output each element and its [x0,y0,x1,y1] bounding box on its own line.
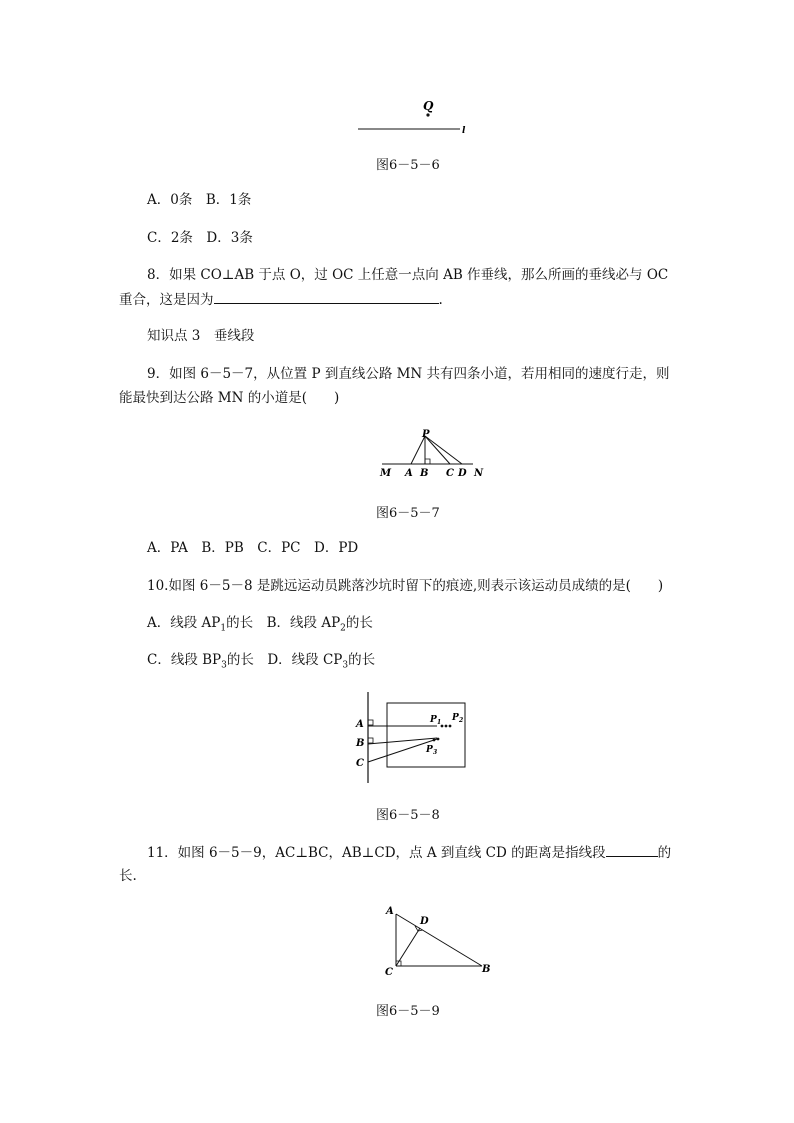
label-b: B [420,468,429,479]
label-p2-sub: 2 [459,717,464,724]
q10-option-d: D．线段 CP [267,652,343,668]
figure-6-5-7 [378,428,498,487]
label-a: A [386,906,394,917]
section-heading-3: 知识点 3 垂线段 [147,328,255,344]
q10-option-c-end: 的长 [226,652,254,668]
label-p: P [422,429,430,440]
figure-caption-6-5-8: 图6－5－8 [376,808,440,823]
figure-caption-6-5-7: 图6－5－7 [376,506,440,521]
figure-caption-6-5-9: 图6－5－9 [376,1004,440,1019]
q9-line1: 9．如图 6－5－7，从位置 P 到直线公路 MN 共有四条小道，若用相同的速度行走，则 [147,366,670,382]
q10-option-a-end: 的长 [226,615,254,631]
q7-options-row2: C．2条 D．3条 [147,230,253,246]
q11-line1-end: 的 [657,845,672,861]
label-p3-sub: 3 [433,749,438,756]
label-p1: P [430,715,437,725]
q10-option-b: B．线段 AP [266,615,341,631]
q10-option-a: A．线段 AP [147,615,221,631]
figure-caption-6-5-6: 图6－5－6 [376,158,440,173]
label-d: D [420,916,429,927]
q10-line1: 10.如图 6－5－8 是跳远运动员跳落沙坑时留下的痕迹,则表示该运动员成绩的是( ) [147,578,664,594]
q11-line2: 长. [119,868,137,884]
label-p3: P [426,745,433,755]
label-m: M [380,468,392,479]
q11-answer-blank[interactable] [606,843,658,857]
q10-option-b-sub: 2 [340,623,346,634]
label-d: D [458,468,467,479]
q10-option-c: C．线段 BP [147,652,222,668]
q8-line1: 8．如果 CO⊥AB 于点 O，过 OC 上任意一点向 AB 作垂线，那么所画的垂线必与 OC [147,267,669,283]
label-a: A [405,468,413,479]
q10-option-b-end: 的长 [345,615,373,631]
line-label-l: l [462,126,466,136]
q8-answer-blank[interactable] [214,290,439,304]
q10-option-d-sub: 3 [342,660,349,671]
label-c: C [356,758,364,769]
q10-options-row2 [147,651,375,675]
q11-line1-text: 11．如图 6－5－9，AC⊥BC，AB⊥CD，点 A 到直线 CD 的距离是指线段 [147,845,606,861]
q7-options-row1: A．0条 B．1条 [147,192,252,208]
point-label-q: Q [423,99,434,113]
figure-6-5-8 [350,690,475,789]
q9-options: A．PA B．PB C．PC D．PD [147,540,359,556]
label-b: B [356,738,365,749]
figure-6-5-6 [350,95,480,144]
q9-line2: 能最快到达公路 MN 的小道是( ) [119,390,340,406]
point-q [426,113,429,116]
label-p2: P [452,713,459,723]
label-c: C [385,967,393,978]
label-b: B [482,964,491,975]
label-a: A [356,719,364,730]
label-n: N [474,468,484,479]
label-c: C [446,468,454,479]
figure-6-5-9 [380,902,500,986]
q10-option-d-end: 的长 [348,652,376,668]
q8-line2-text: 重合，这是因为 [119,292,214,308]
q10-options-row1 [147,614,373,638]
q8-line2-end: . [438,292,443,308]
label-p1-sub: 1 [437,719,442,726]
q11-line1 [147,843,671,862]
q10-option-c-sub: 3 [221,660,227,671]
q10-option-a-sub: 1 [220,623,227,634]
q8-line2 [119,290,443,309]
